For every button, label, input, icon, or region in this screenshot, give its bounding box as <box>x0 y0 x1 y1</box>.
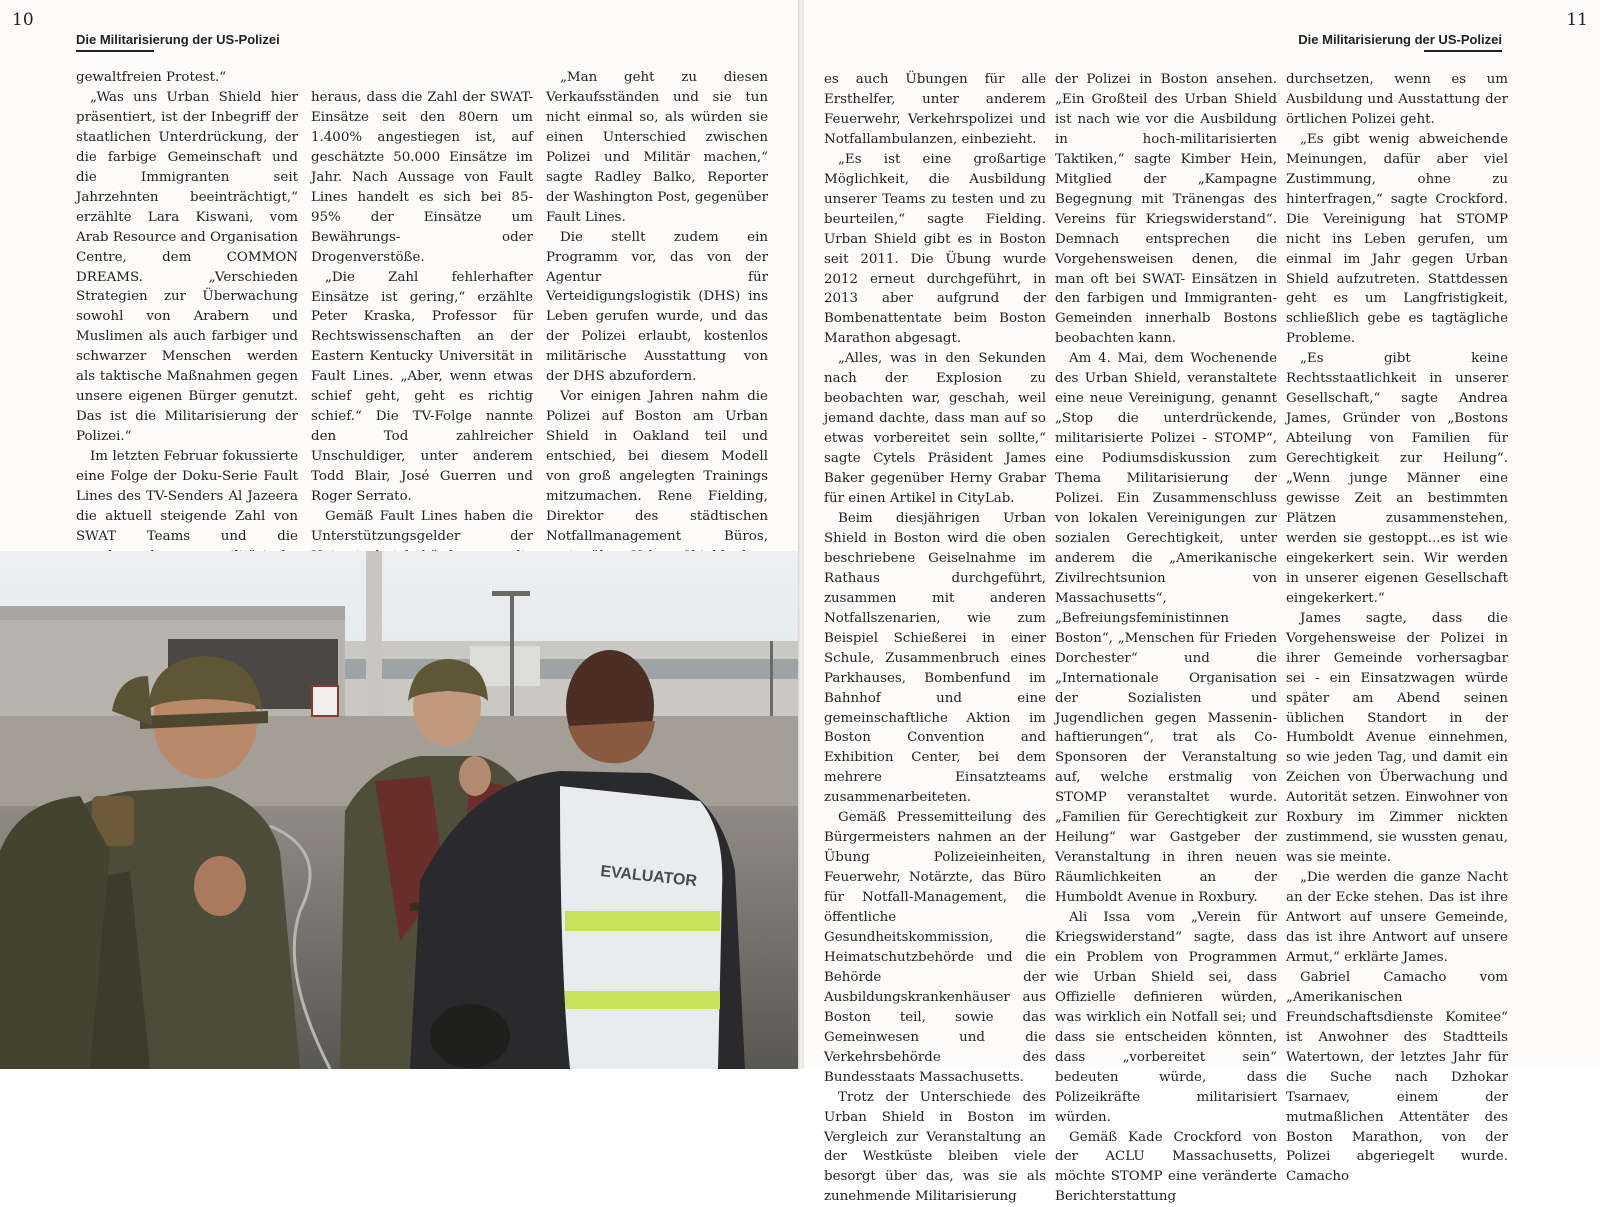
left-column-2 <box>311 88 533 607</box>
paragraph: gewaltfreien Protest.“ <box>76 70 227 85</box>
paragraph: „Man geht zu diesen Verkaufsständen und sie tun nicht einmal so, als würden sie einen Unterschied zwischen Polizei und Militär machen,“ sagte Radley Balko, Reporter der Washington Post, gegenüber Fault Lines. <box>546 70 768 225</box>
paragraph: Gabriel Camacho vom „Amerikanischen Freundschaftsdienste Komitee“ ist Anwohner des Stadtteils Watertown, der letztes Jahr für die Suche nach Dzhokar Tsarnaev, einem der mutmaßlichen Attentäter des Boston Marathon, von der Polizei abgeriegelt wurde. Camacho <box>1286 969 1508 1185</box>
paragraph: „Die werden die ganze Nacht an der Ecke stehen. Das ist ihre Antwort auf unsere Gemeinde, das ist ihre Antwort auf unsere Armut,“ erklärte James. <box>1286 870 1508 965</box>
paragraph: der Polizei in Boston ansehen. „Ein Großteil des Urban Shield ist nach wie vor die Ausbildung in hoch-militarisierten Taktiken,“ sagte Kimber Hein, Mitglied der „Kampagne Begegnung mit Tränengas des Vereins für Kriegswiderstand“. Demnach entsprechen die Vorgehensweisen denen, die man oft bei SWAT- Einsätzen in den farbigen und Immigranten-Gemeinden innerhalb Bostons beobachten kann. <box>1055 72 1277 347</box>
paragraph: „Es ist eine großartige Möglichkeit, die Ausbildung unserer Teams zu testen und zu beurteilen,“ sagte Fielding. Urban Shield gibt es in Boston seit 2011. Die Übung wurde 2012 erneut durchgeführt, in 2013 aber aufgrund der Bombenattentate beim Boston Marathon abgesagt. <box>824 151 1046 347</box>
paragraph: Im letzten Februar fokussierte eine Folge der Doku-Serie Fault Lines des TV-Senders Al Jazeera die aktuell steigende Zahl von SWAT Teams und die <box>76 449 298 544</box>
running-head-left-text: Die Militarisierung der US-Polizei <box>76 32 280 47</box>
paragraph: „Die Zahl fehlerhafter Einsätze ist gering,“ erzählte Peter Kraska, Professor für Rechtswissenschaften an der Eastern Kentucky Universität in Fault Lines. „Aber, wenn etwas schief geht, geht es richtig schief.“ Die TV-Folge nannte den Tod zahlreicher Unschuldiger, unter anderem Todd Blair, José Guerren und Roger Serrato. <box>311 269 533 505</box>
running-head-rule-right <box>1424 50 1502 52</box>
paragraph: Trotz der Unterschiede des Urban Shield in Boston im Vergleich zur Veranstaltung an der Westküste bleiben viele besorgt über das, was sie als zunehmende Militarisierung <box>824 1089 1046 1205</box>
paragraph: Beim diesjährigen Urban Shield in Boston wird die oben beschriebene Geiselnahme im Rathaus durchgeführt, zusammen mit anderen Notfallszenarien, wie zum Beispiel Schießerei in einer Schule, Zusammenbruch eines Parkhauses, Bombenfund im Bahnhof und eine gemeinschaftliche Aktion im Boston Convention and Exhibition Center, bei dem mehrere Einsatzteams zusammenarbeiteten. <box>824 510 1046 806</box>
photo-police-training <box>0 551 798 1069</box>
paragraph: es auch Übungen für alle Ersthelfer, unter anderem Feuerwehr, Verkehrspolizei und Notfallambulanzen, einbezieht. <box>824 72 1046 147</box>
right-column-2 <box>1055 70 1277 1207</box>
reflective-stripe-1 <box>565 911 720 931</box>
page-number-right: 11 <box>1566 10 1588 30</box>
right-column-3 <box>1286 70 1508 1187</box>
vest-label: EVALUATOR <box>599 863 698 891</box>
paragraph: „Es gibt wenig abweichende Meinungen, dafür aber viel Zustimmung, ohne zu hinterfragen,“ sagte Crockford. Die Vereinigung hat STOMP nicht ins Leben gerufen, um einmal im Jahr gegen Urban Shield aufzutreten. Stattdessen geht es um Langfristigkeit, schließlich gebe es tagtägliche Probleme. <box>1286 131 1508 347</box>
running-head-right <box>1298 32 1502 47</box>
paragraph: Gemäß Kade Crockford von der ACLU Massachusetts, möchte STOMP eine veränderte Berichterstattung <box>1055 1129 1277 1205</box>
page-number-left: 10 <box>12 10 34 30</box>
sign <box>312 686 338 716</box>
paragraph: durchsetzen, wenn es um Ausbildung und Ausstattung der örtlichen Polizei geht. <box>1286 72 1508 127</box>
held-helmet <box>430 1004 510 1068</box>
left-column-3 <box>546 68 768 627</box>
paragraph: „Was uns Urban Shield hier präsentiert, ist der Inbegriff der staatlichen Unterdrückung, der die farbige Gemeinschaft und die Immigranten seit Jahrzehnten beeinträchtigt,“ erzählte Lara Kiswani, vom Arab Resource and Organisation Centre, dem COMMON DREAMS. „Verschieden Strategien zur Überwachung sowohl von Arabern und Muslimen als auch farbiger und schwarzer Menschen werden als taktische Maßnahmen gegen unsere eigenen Bürger genutzt. Das ist die Militarisierung der Polizei.“ <box>76 89 299 445</box>
paragraph: „Alles, was in den Sekunden nach der Explosion zu beobachten war, geschah, weil jemand dachte, dass man auf so etwas vorbereitet sein sollte,“ sagte Cytels Präsident James Baker gegenüber Herny Grabar für einen Artikel in CityLab. <box>824 351 1046 507</box>
paragraph: „Es gibt keine Rechtsstaatlichkeit in unserer Gesellschaft,“ sagte Andrea James, Gründer von „Bostons Abteilung von Familien für Gerechtigkeit zur Heilung“. „Wenn junge Männer eine gewisse Zeit an bestimmten Plätzen zusammenstehen, werden sie gestoppt...es ist wie eingekerkert sein. Wir werden in unserer eigenen Gesellschaft eingekerkert.“ <box>1286 351 1508 606</box>
paragraph: James sagte, dass die Vorgehensweise der Polizei in ihrer Gemeinde vorhersagbar sei - ein Einsatzwagen würde später am Abend seinen üblichen Standort in der Humboldt Avenue einnehmen, so wie jeden Tag, und damit ein Zeichen von Überwachung und Autorität setzen. Einwohner von Roxbury im Zimmer nickten zustimmend, sie wussten genau, was sie meinte. <box>1286 610 1508 866</box>
paragraph: heraus, dass die Zahl der SWAT-Einsätze seit den 80ern um 1.400% angestiegen ist, auf geschätzte 50.000 Einsätze im Jahr. Nach Aussage von Fault Lines handelt es sich bei 85-95% der Einsätze um Bewährungs- oder Drogenverstöße. <box>311 90 533 265</box>
left-column-1 <box>76 68 298 627</box>
right-page <box>804 0 1600 1205</box>
paragraph: Am 4. Mai, dem Wochenende des Urban Shield, veranstaltete eine neue Vereinigung, genannt „Stop die unterdrückende, militarisierte Polizei - STOMP“, eine Podiumsdiskussion zum Thema Militarisierung der Polizei. Ein Zusammenschluss von lokalen Vereinigungen zur sozialen Gerechtigkeit, unter anderem die „Amerikanische Zivilrechtsunion von Massachusetts“, „Befreiungsfeministinnen Boston“, „Menschen für Frieden Dorchester“ und die „Internationale Organisation der Sozialisten und Jugendlichen gegen Massenin-haftierungen“, trat als Co-Sponsoren der Veranstaltung auf, welche erstmalig von STOMP veranstaltet wurde. „Familien für Gerechtigkeit zur Heilung“ war Gastgeber der Veranstaltung in ihren neuen Räumlichkeiten an der Humboldt Avenue in Roxbury. <box>1055 351 1277 906</box>
paragraph: Gemäß Fault Lines haben die Unterstützungsgelder der <box>311 509 533 544</box>
paragraph: Ali Issa vom „Verein für Kriegswiderstand“ sagte, dass ein Problem von Programmen wie Urban Shield sei, dass Offizielle definieren würden, was wirklich ein Notfall sei; und dass sie entscheiden könnten, dass „vorbereitet sein“ bedeuten würde, dass Polizeikräfte militarisiert würden. <box>1055 910 1277 1125</box>
running-head-rule-left <box>76 50 154 52</box>
right-column-1 <box>824 70 1046 1207</box>
paragraph: Die stellt zudem ein Programm vor, das von der Agentur für Verteidigungslogistik (DHS) ins Leben gerufen wurde, und das der Polizei erlaubt, kostenlos militärische Ausstattung von der DHS abzufordern. <box>546 229 768 385</box>
running-head-right-text: Die Militarisierung der US-Polizei <box>1298 32 1502 47</box>
running-head-left <box>76 32 280 47</box>
paragraph: Gemäß Pressemitteilung des Bürgermeisters nahmen an der Übung Polizeieinheiten, Feuerwehr, Notärzte, das Büro für Notfall-Management, die öffentliche Gesundheitskommission, die Heimatschutzbehörde und die Behörde der Ausbildungskrankenhäuser aus Boston teil, sowie das Gemeinwesen und die Verkehrsbehörde des Bundesstaats Massachusetts. <box>824 810 1046 1085</box>
paragraph: Vor einigen Jahren nahm die Polizei auf Boston am Urban Shield in Oakland teil und entschied, bei diesem Modell von groß angelegten Trainings mitzumachen. Rene Fielding, Direktor des städtischen Notfallmanagement Büros, <box>546 389 768 544</box>
reflective-stripe-2 <box>565 991 720 1009</box>
left-page <box>0 0 798 1069</box>
